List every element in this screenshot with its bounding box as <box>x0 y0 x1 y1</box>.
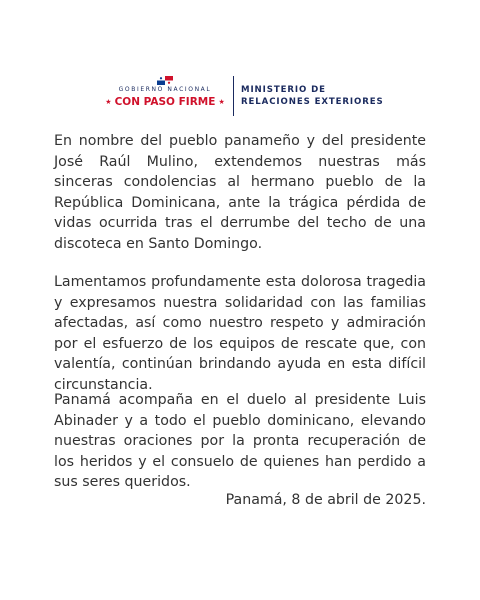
panama-flag-icon <box>157 76 173 85</box>
ministry-line-2: RELACIONES EXTERIORES <box>241 97 384 107</box>
letterhead <box>106 76 396 116</box>
star-icon: ★ <box>218 97 225 106</box>
ministry-line-1: MINISTERIO DE <box>241 85 326 95</box>
gov-label: GOBIERNO NACIONAL <box>118 86 212 93</box>
slogan-row <box>106 95 224 109</box>
header-divider <box>233 76 234 116</box>
paragraph-1: En nombre del pueblo panameño y del presidente José Raúl Mulino, extendemos nuestras más sinceras condolencias al hermano pueblo de la República Dominicana, ante la trágica pérdida de vidas ocurrida tras el derrumbe del techo de una discoteca en Santo Domingo. <box>54 133 426 252</box>
place-date-signoff: Panamá, 8 de abril de 2025. <box>225 492 426 508</box>
paragraph-2: Lamentamos profundamente esta dolorosa tragedia y expresamos nuestra solidaridad con las familias afectadas, así como nuestro respeto y admiración por el esfuerzo de los equipos de rescate que, con valentía, continúan brindando ayuda en esta difícil circunstancia. <box>54 274 426 393</box>
star-icon: ★ <box>105 97 112 106</box>
government-logo <box>106 76 224 116</box>
slogan: CON PASO FIRME <box>114 96 216 108</box>
ministry-name <box>241 84 384 108</box>
paragraph-3: Panamá acompaña en el duelo al presidente Luis Abinader y a todo el pueblo dominicano, elevando nuestras oraciones por la pronta recuperación de los heridos y el consuelo de quienes han perdido a sus seres queridos. <box>54 392 426 490</box>
